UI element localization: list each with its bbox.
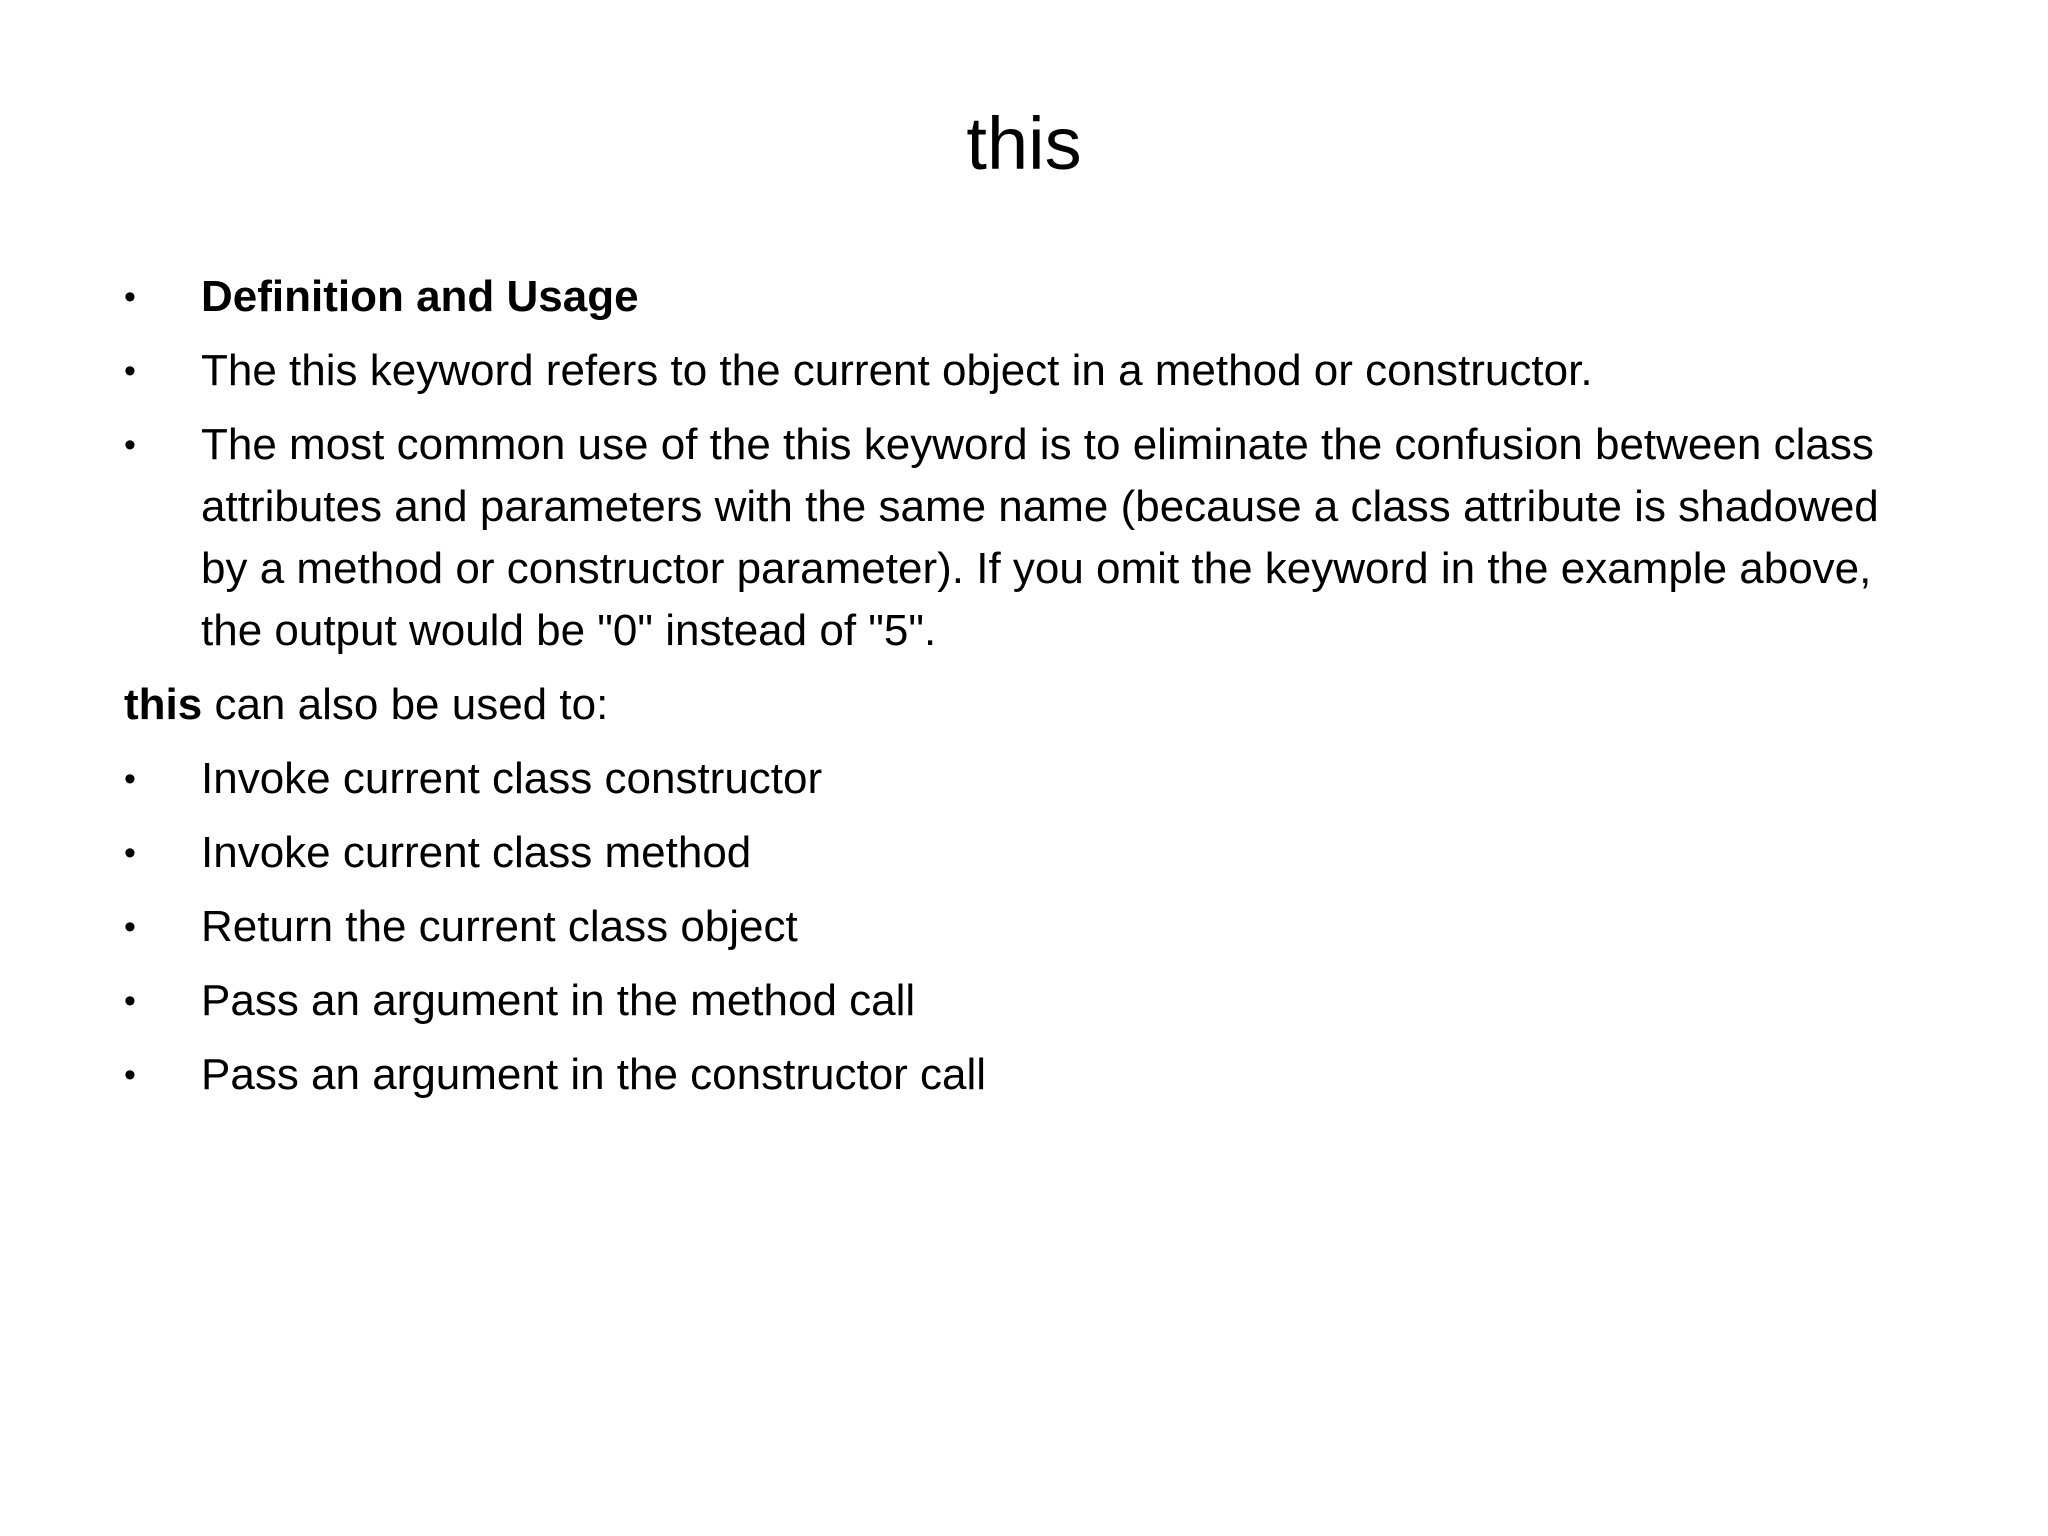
bullet-item <box>124 266 1924 328</box>
also-used-bold: this <box>124 680 203 729</box>
bullet-item <box>124 970 1924 1032</box>
bullet-icon: • <box>124 352 136 390</box>
bullet-text: Pass an argument in the constructor call <box>201 1050 987 1099</box>
bullet-icon: • <box>124 426 136 464</box>
bullet-item <box>124 896 1924 958</box>
bullet-item <box>124 748 1924 810</box>
bullet-text-keyword: The this keyword refers to the current object in a method or constructor. <box>201 346 1593 395</box>
also-used-line <box>124 674 1924 736</box>
bullet-text: Pass an argument in the method call <box>201 976 916 1025</box>
bullet-icon: • <box>124 278 136 316</box>
bullet-icon: • <box>124 760 136 798</box>
bullet-item <box>124 340 1924 402</box>
bullet-icon: • <box>124 982 136 1020</box>
bullet-item <box>124 414 1924 662</box>
bullet-text: Invoke current class method <box>201 828 752 877</box>
bullet-icon: • <box>124 834 136 872</box>
bullet-text: Invoke current class constructor <box>201 754 823 803</box>
also-used-text: can also be used to: <box>202 680 609 729</box>
bullet-item <box>124 822 1924 884</box>
bullet-item <box>124 1044 1924 1106</box>
bullet-text: Return the current class object <box>201 902 798 951</box>
slide-content <box>124 266 1924 1118</box>
slide-title: this <box>966 102 1082 185</box>
bullet-icon: • <box>124 1056 136 1094</box>
bullet-text-definition: Definition and Usage <box>201 272 639 321</box>
bullet-text-common-use: The most common use of the this keyword is to eliminate the confusion between class attributes and parameters with the same name (because a class attribute is shadowed by a method or constructor parameter). If you omit the keyword in the example above, the output would be "0" instead of "5". <box>201 420 1879 655</box>
bullet-icon: • <box>124 908 136 946</box>
